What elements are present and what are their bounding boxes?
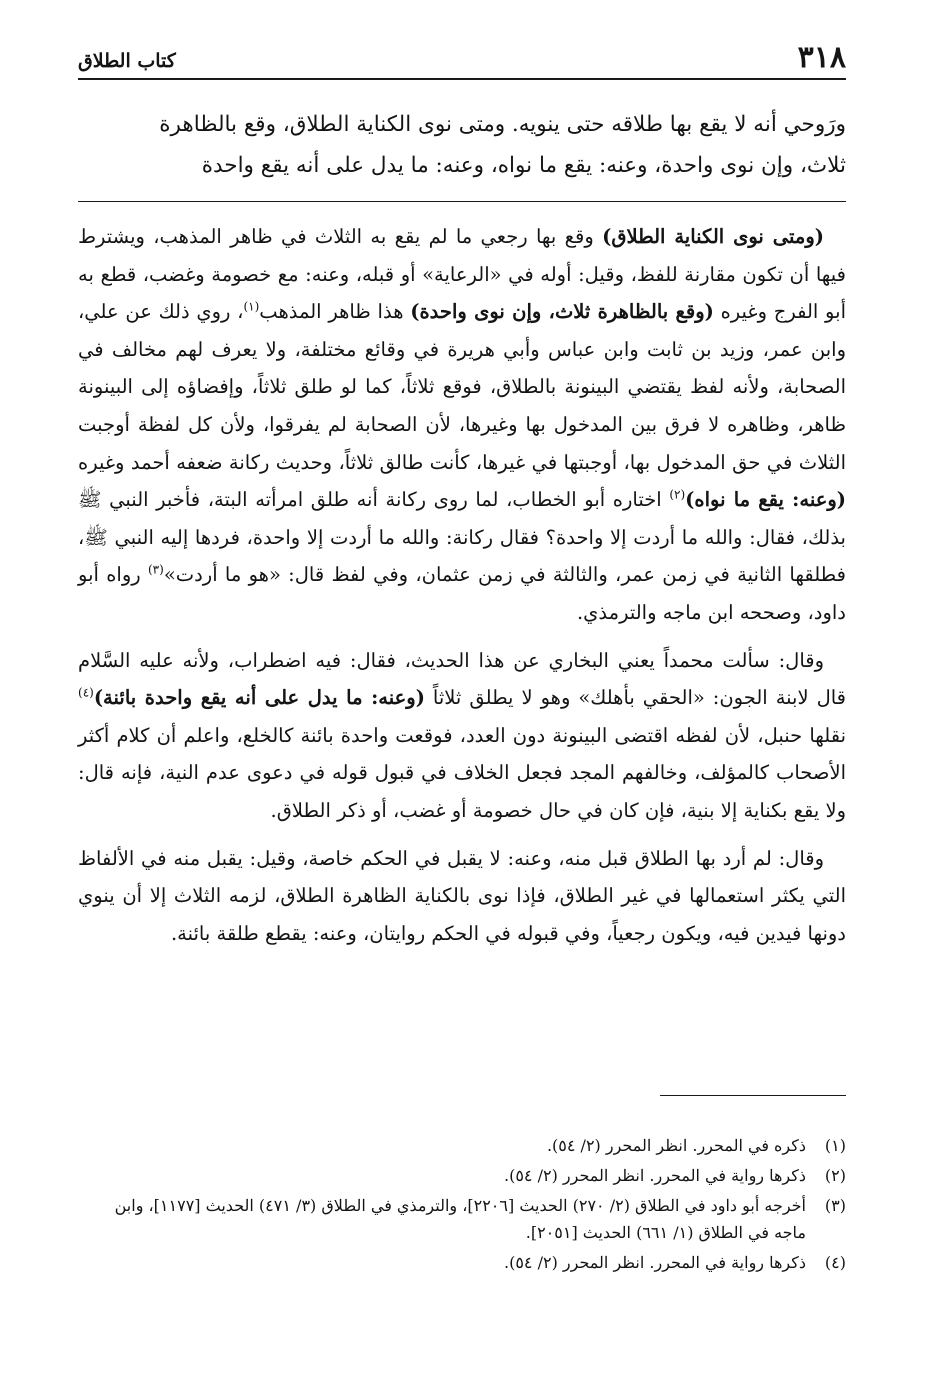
commentary-paragraph: وقال: لم أرد بها الطلاق قبل منه، وعنه: لا يقبل في الحكم خاصة، وقيل: يقبل منه في الألفاظ التي يكثر استعمالها في غير الطلاق، فإذا نوى بالكناية الظاهرة الطلاق، لزمه الثلاث إلا أن ينوي دونها فيدين فيه، ويكون رجعياً، وفي قبوله في الحكم روايتان، وعنه: يقطع طلقة بائنة. [78,846,846,945]
footnote-number: (٣) [824,1196,846,1215]
quoted-text: (وعنه: يقع ما نواه) [685,488,846,512]
footnote-ref[interactable]: (٣) [147,562,164,577]
footnote [78,1132,846,1159]
footnote-number: (١) [824,1136,846,1155]
footnote-text: ذكرها رواية في المحرر. انظر المحرر (٢/ ٥٤). [504,1253,806,1272]
footnote-ref[interactable]: (٤) [78,685,94,700]
main-text-line: ورَوحي أنه لا يقع بها طلاقه حتى ينويه. ومتى نوى الكناية الطلاق، وقع بالظاهرة [159,112,846,137]
running-header [78,38,846,80]
quoted-text: (وعنه: ما يدل على أنه يقع واحدة بائنة) [93,686,425,710]
footnote-text: أخرجه أبو داود في الطلاق (٢/ ٢٧٠) الحديث [٢٢٠٦]، والترمذي في الطلاق (٣/ ٤٧١) الحديث [١١٧٧]، وابن ماجه في الطلاق (١/ ٦٦١) الحديث [٢٠٥١]. [114,1196,806,1242]
commentary-paragraph: (ومتى نوى الكناية الطلاق) وقع بها رجعي ما لم يقع به الثلاث في ظاهر المذهب، ويشترط فيها أن تكون مقارنة للفظ، وقيل: أوله في «الرعاية» أو قبله، وعنه: مع خصومة وغضب، قطع به أبو الفرج وغيره (وقع بالظاهرة ثلاث، وإن نوى واحدة) هذا ظاهر المذهب$^{(١)}$، روي ذلك عن علي، وابن عمر، وزيد بن ثابت وابن عباس وأبي هريرة في وقائع مختلفة، ولا يعرف لهم مخالف في الصحابة، ولأنه لفظ يقتضي البينونة بالطلاق، فوقع ثلاثاً، كما لو طلق ثلاثاً، وإفضاؤه إلى البينونة ظاهر، وظاهره لا فرق بين المدخول بها وغيرها، لأن الصحابة لم يفرقوا، ولأن كل لفظة أوجبت الثلاث في حق المدخول بها، أوجبتها في غيرها، كأنت طالق ثلاثاً، وحديث ركانة ضعفه أحمد وغيره (وعنه: يقع ما نواه)$^{(٢)}$ اختاره أبو الخطاب، لما روى ركانة أنه طلق امرأته البتة، فأخبر النبي ﷺ بذلك، فقال: والله ما أردت إلا واحدة؟ فقال ركانة: والله ما أردت إلا واحدة، فردها إليه النبي ﷺ، فطلقها الثانية في زمن عمر، والثالثة في زمن عثمان، وفي لفظ قال: «هو ما أردت»$^{(٣)}$ رواه أبو داود، وصححه ابن ماجه والترمذي. [78,225,846,624]
footnote-ref[interactable]: (٢) [669,487,686,502]
section-divider [78,201,846,202]
footnote [78,1192,846,1246]
footnote-number: (٢) [824,1166,846,1185]
footnote-text: ذكرها رواية في المحرر. انظر المحرر (٢/ ٥٤). [504,1166,806,1185]
book-title: كتاب الطلاق [78,50,186,72]
quoted-text: (وقع بالظاهرة ثلاث، وإن نوى واحدة) [410,300,714,324]
footnote [78,1249,846,1276]
quoted-text: (ومتى نوى الكناية الطلاق) [602,225,824,248]
footnote [78,1162,846,1189]
main-text-line: ثلاث، وإن نوى واحدة، وعنه: يقع ما نواه، وعنه: ما يدل على أنه يقع واحدة [201,153,846,178]
footnotes [78,1132,846,1279]
footnote-divider [660,1095,846,1096]
commentary-paragraph: وقال: سألت محمداً يعني البخاري عن هذا الحديث، فقال: فيه اضطراب، ولأنه عليه السَّلام قال لابنة الجون: «الحقي بأهلك» وهو لا يطلق ثلاثاً (وعنه: ما يدل على أنه يقع واحدة بائنة)$^{(٤)}$ نقلها حنبل، لأن لفظه اقتضى البينونة دون العدد، فوقعت واحدة بائنة كالخلع، واعلم أن كلام أكثر الأصحاب كالمؤلف، وخالفهم المجد فجعل الخلاف في قبول قوله في دعوى عدم النية، فإنه قال: ولا يقع بكناية إلا بنية، فإن كان في حال خصومة أو غضب، أو ذكر الطلاق. [78,648,846,822]
main-text [78,104,846,186]
footnote-ref[interactable]: (١) [243,299,260,314]
page-number: ٣١٨ [786,40,846,75]
commentary [78,218,846,952]
footnote-text: ذكره في المحرر. انظر المحرر (٢/ ٥٤). [546,1136,806,1155]
footnote-number: (٤) [824,1253,846,1272]
